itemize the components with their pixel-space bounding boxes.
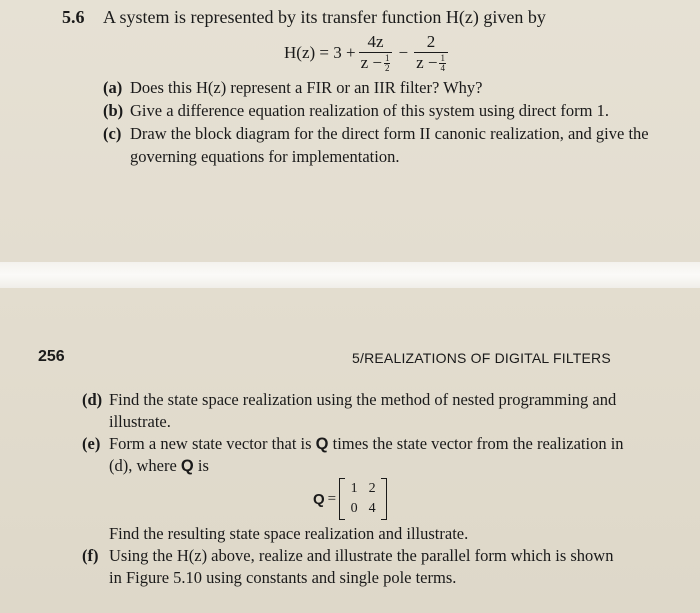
part-e-label: (e) bbox=[82, 434, 101, 453]
matrix-entry: 1 bbox=[350, 481, 358, 496]
matrix-entries bbox=[345, 479, 381, 519]
part-f-text-line1: Using the H(z) above, realize and illustrate the parallel form which is shown bbox=[109, 546, 614, 565]
term2-den-prefix: z − bbox=[416, 52, 438, 72]
term1-den-fraction bbox=[384, 54, 391, 73]
part-a-text: Does this H(z) represent a FIR or an IIR filter? Why? bbox=[130, 78, 483, 97]
equation-lhs: H(z) = 3 + bbox=[284, 42, 356, 62]
part-e-line1-pre: Form a new state vector that is bbox=[109, 434, 316, 453]
term2-den-frac-den: 4 bbox=[440, 63, 445, 74]
equation-term2 bbox=[414, 32, 448, 73]
part-f-label: (f) bbox=[82, 546, 99, 565]
page-number: 256 bbox=[38, 348, 65, 365]
running-head: 5/REALIZATIONS OF DIGITAL FILTERS bbox=[352, 350, 611, 366]
part-e-line1-post: times the state vector from the realization in bbox=[328, 434, 624, 453]
part-c-label: (c) bbox=[103, 124, 122, 143]
matrix-entry: 4 bbox=[368, 501, 376, 516]
part-d-text-line2: illustrate. bbox=[109, 412, 171, 431]
term1-numerator: 4z bbox=[359, 32, 393, 53]
term1-den-prefix: z − bbox=[360, 52, 382, 72]
problem-statement: A system is represented by its transfer function H(z) given by bbox=[103, 7, 546, 27]
part-b-label: (b) bbox=[103, 101, 124, 120]
equation-term1 bbox=[359, 32, 393, 73]
part-d-text-line1: Find the state space realization using the method of nested programming and bbox=[109, 390, 617, 409]
term2-denominator bbox=[414, 53, 448, 74]
part-e-line2-post: is bbox=[193, 456, 209, 475]
part-e-line2-q: Q bbox=[180, 457, 194, 475]
top-page bbox=[0, 0, 700, 262]
page-gap bbox=[0, 262, 700, 288]
equation-minus: − bbox=[398, 42, 409, 62]
part-c-text-line2: governing equations for implementation. bbox=[130, 147, 400, 166]
q-matrix-equation bbox=[313, 478, 387, 520]
term1-den-frac-den: 2 bbox=[384, 63, 390, 74]
term2-den-fraction bbox=[439, 54, 446, 73]
term1-denominator bbox=[359, 53, 393, 74]
bottom-page bbox=[0, 288, 700, 613]
term2-numerator: 2 bbox=[414, 32, 448, 53]
find-resulting-text: Find the resulting state space realization and illustrate. bbox=[109, 524, 469, 543]
term2-den-frac-num: 1 bbox=[440, 53, 445, 64]
matrix-entry: 0 bbox=[350, 501, 358, 516]
part-b-text: Give a difference equation realization of this system using direct form 1. bbox=[130, 101, 609, 120]
part-e-line1-q: Q bbox=[315, 435, 329, 453]
matrix-right-bracket bbox=[381, 478, 387, 520]
q-matrix bbox=[339, 478, 387, 520]
part-a-label: (a) bbox=[103, 78, 123, 97]
problem-number: 5.6 bbox=[62, 7, 85, 27]
matrix-symbol: Q bbox=[313, 490, 325, 508]
transfer-function-equation bbox=[284, 32, 451, 73]
part-e-text-line1 bbox=[109, 434, 624, 454]
matrix-equals: = bbox=[327, 490, 337, 507]
matrix-entry: 2 bbox=[368, 481, 376, 496]
part-e-text-line2 bbox=[109, 456, 209, 476]
part-e-line2-pre: (d), where bbox=[109, 456, 181, 475]
part-d-label: (d) bbox=[82, 390, 103, 409]
term1-den-frac-num: 1 bbox=[384, 53, 390, 64]
part-c-text-line1: Draw the block diagram for the direct form II canonic realization, and give the bbox=[130, 124, 649, 143]
part-f-text-line2: in Figure 5.10 using constants and single pole terms. bbox=[109, 568, 457, 587]
